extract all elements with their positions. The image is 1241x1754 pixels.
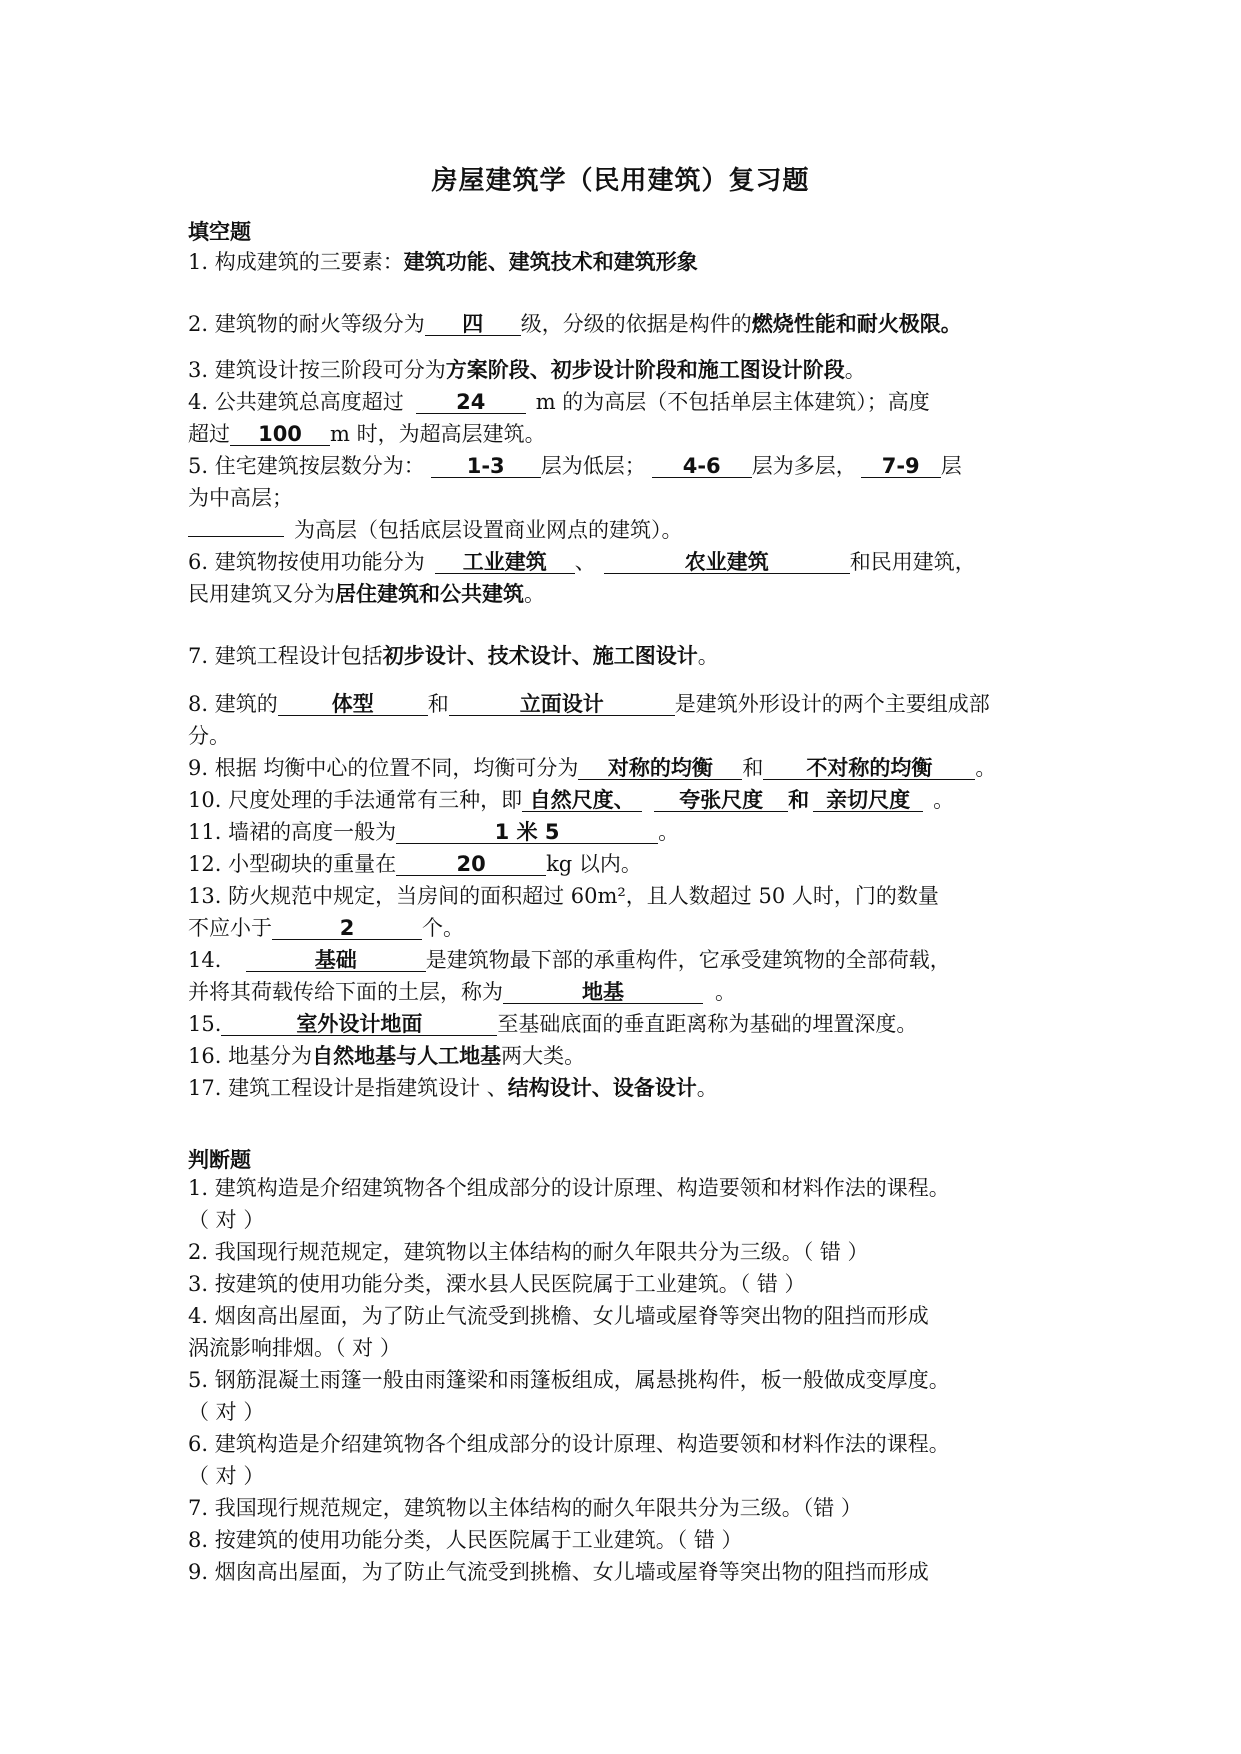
question-10: 10. 尺度处理的手法通常有三种，即 自然尺度、 夸张尺度 和 亲切尺度 。	[188, 788, 955, 812]
question-2: 2. 建筑物的耐火等级分为 四 级，分级的依据是构件的燃烧性能和耐火极限。	[188, 312, 962, 336]
question-14-line-2: 并将其荷载传给下面的土层，称为 地基 。	[188, 980, 736, 1004]
section-heading-fill: 填空题	[188, 220, 251, 244]
judge-line: （ 对 ）	[188, 1400, 265, 1424]
question-12: 12. 小型砌块的重量在 20 kg 以内。	[188, 852, 642, 876]
question-5: 5. 住宅建筑按层数分为： 1-3 层为低层； 4-6 层为多层， 7-9 层	[188, 454, 962, 478]
judge-line: 5. 钢筋混凝土雨篷一般由雨篷梁和雨篷板组成，属悬挑构件，板一般做成变厚度。	[188, 1368, 950, 1392]
question-6-line-2: 民用建筑又分为居住建筑和公共建筑。	[188, 582, 545, 606]
judge-line: 3. 按建筑的使用功能分类，溧水县人民医院属于工业建筑。（ 错 ）	[188, 1272, 806, 1296]
question-4: 4. 公共建筑总高度超过 24 m 的为高层（不包括单层主体建筑）；高度	[188, 390, 930, 414]
question-3: 3. 建筑设计按三阶段可分为方案阶段、初步设计阶段和施工图设计阶段。	[188, 358, 866, 382]
question-1: 1. 构成建筑的三要素：建筑功能、建筑技术和建筑形象	[188, 250, 698, 274]
judge-line: 9. 烟囱高出屋面，为了防止气流受到挑檐、女儿墙或屋脊等突出物的阻挡而形成	[188, 1560, 929, 1584]
question-7: 7. 建筑工程设计包括初步设计、技术设计、施工图设计。	[188, 644, 719, 668]
question-13-line-2: 不应小于 2 个。	[188, 916, 464, 940]
judge-line: （ 对 ）	[188, 1208, 265, 1232]
judge-line: 1. 建筑构造是介绍建筑物各个组成部分的设计原理、构造要领和材料作法的课程。	[188, 1176, 950, 1200]
question-8-line-2: 分。	[188, 724, 230, 748]
question-13: 13. 防火规范中规定，当房间的面积超过 60m²，且人数超过 50 人时，门的数量	[188, 884, 939, 908]
judge-line: 6. 建筑构造是介绍建筑物各个组成部分的设计原理、构造要领和材料作法的课程。	[188, 1432, 950, 1456]
judge-line: 7. 我国现行规范规定，建筑物以主体结构的耐久年限共分为三级。（错 ）	[188, 1496, 862, 1520]
section-heading-judge: 判断题	[188, 1148, 251, 1172]
page-title: 房屋建筑学（民用建筑）复习题	[431, 166, 810, 196]
question-17: 17. 建筑工程设计是指建筑设计 、结构设计、设备设计。	[188, 1076, 718, 1100]
question-4-line-2: 超过 100 m 时，为超高层建筑。	[188, 422, 546, 446]
question-8: 8. 建筑的 体型 和 立面设计 是建筑外形设计的两个主要组成部	[188, 692, 990, 716]
question-5-line-3: 为高层（包括底层设置商业网点的建筑）。	[188, 516, 683, 544]
question-11: 11. 墙裙的高度一般为 1 米 5 。	[188, 820, 680, 844]
judge-line: 2. 我国现行规范规定，建筑物以主体结构的耐久年限共分为三级。（ 错 ）	[188, 1240, 869, 1264]
question-9: 9. 根据 均衡中心的位置不同，均衡可分为 对称的均衡 和 不对称的均衡 。	[188, 756, 997, 780]
question-16: 16. 地基分为自然地基与人工地基两大类。	[188, 1044, 586, 1068]
judge-line: 涡流影响排烟。（ 对 ）	[188, 1336, 401, 1360]
judge-line: （ 对 ）	[188, 1464, 265, 1488]
question-14: 14． 基础 是建筑物最下部的承重构件，它承受建筑物的全部荷载，	[188, 948, 951, 972]
question-5-line-2: 为中高层；	[188, 486, 293, 510]
question-6: 6. 建筑物按使用功能分为 工业建筑 、 农业建筑 和民用建筑，	[188, 550, 976, 574]
judge-line: 4. 烟囱高出屋面，为了防止气流受到挑檐、女儿墙或屋脊等突出物的阻挡而形成	[188, 1304, 929, 1328]
question-15: 15. 室外设计地面 至基础底面的垂直距离称为基础的埋置深度。	[188, 1012, 918, 1036]
judge-line: 8. 按建筑的使用功能分类，人民医院属于工业建筑。（ 错 ）	[188, 1528, 743, 1552]
